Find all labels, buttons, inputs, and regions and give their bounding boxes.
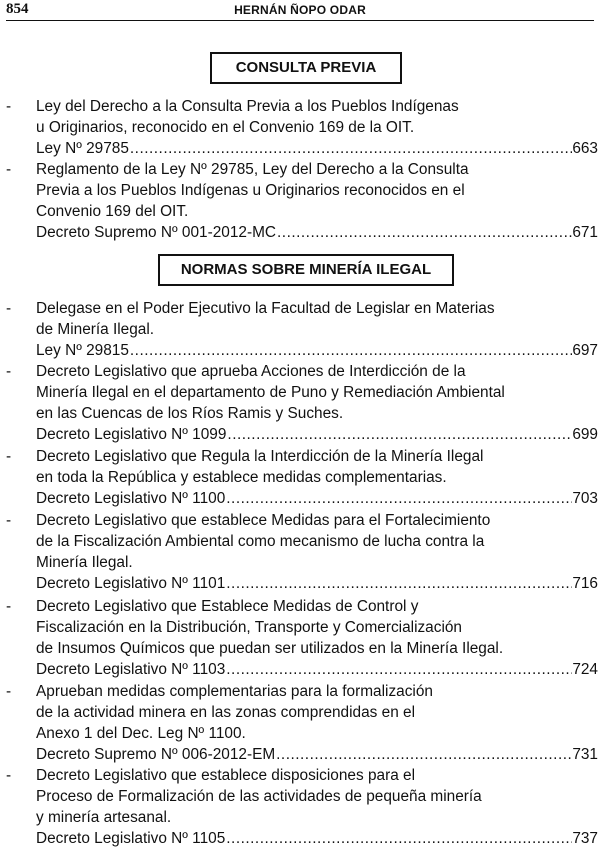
dot-leader	[276, 222, 572, 243]
dot-leader	[129, 138, 572, 159]
entry-description: Minería Ilegal.	[36, 554, 133, 571]
entry-description: Convenio 169 del OIT.	[36, 203, 189, 220]
entry-page-number: 724	[572, 661, 598, 678]
entry-citation: Decreto Supremo Nº 006-2012-EM	[36, 746, 276, 763]
dot-leader	[225, 488, 572, 509]
dot-leader	[129, 340, 572, 361]
entry-description: Decreto Legislativo que establece Medidas para el Fortalecimiento	[36, 512, 491, 529]
entry-description: Fiscalización en la Distribución, Transporte y Comercialización	[36, 619, 462, 636]
dot-leader	[225, 828, 572, 849]
page-number: 854	[6, 1, 29, 17]
entry-description: Delegase en el Poder Ejecutivo la Facultad de Legislar en Materias	[36, 300, 495, 317]
entry-citation: Decreto Legislativo Nº 1099	[36, 426, 227, 443]
entry-page-number: 663	[572, 140, 598, 157]
entry-citation: Ley Nº 29785	[36, 140, 129, 157]
dot-leader	[225, 573, 572, 594]
entry-description: u Originarios, reconocido en el Convenio 169 de la OIT.	[36, 119, 415, 136]
entry-page-number: 699	[572, 426, 598, 443]
entry-description: Previa a los Pueblos Indígenas u Originarios reconocidos en el	[36, 182, 465, 199]
entry-citation: Ley Nº 29815	[36, 342, 129, 359]
toc-entry: - Decreto Legislativo que aprueba Acciones de Interdicción de la Minería Ilegal en el departamento de Puno y Remediación Ambiental en las Cuencas de los Ríos Ramis y Suches. Decreto Legislativo Nº 1099 ..... 699	[6, 361, 598, 445]
entry-page-number: 731	[572, 746, 598, 763]
entry-description: Decreto Legislativo que Regula la Interdicción de la Minería Ilegal	[36, 448, 484, 465]
entry-description: de la Fiscalización Ambiental como mecanismo de lucha contra la	[36, 533, 485, 550]
section-title-consulta-previa: CONSULTA PREVIA	[210, 52, 402, 84]
entry-page-number: 697	[572, 342, 598, 359]
dot-leader	[275, 744, 572, 765]
entry-description: Decreto Legislativo que establece disposiciones para el	[36, 767, 416, 784]
entry-citation: Decreto Legislativo Nº 1103	[36, 661, 226, 678]
entry-description: Decreto Legislativo que aprueba Acciones de Interdicción de la	[36, 363, 466, 380]
dot-leader	[225, 659, 572, 680]
entry-description: en toda la República y establece medidas complementarias.	[36, 469, 447, 486]
toc-entry: - Ley del Derecho a la Consulta Previa a los Pueblos Indígenas u Originarios, reconocido en el Convenio 169 de la OIT. Ley Nº 29785 ..... 663	[6, 96, 598, 159]
entry-citation: Decreto Legislativo Nº 1100	[36, 490, 226, 507]
entry-description: y minería artesanal.	[36, 809, 172, 826]
entry-page-number: 716	[572, 575, 598, 592]
entry-description: en las Cuencas de los Ríos Ramis y Suches.	[36, 405, 344, 422]
entry-description: Decreto Legislativo que Establece Medidas de Control y	[36, 598, 419, 615]
entry-description: Minería Ilegal en el departamento de Puno y Remediación Ambiental	[36, 384, 505, 401]
entry-citation: Decreto Supremo Nº 001-2012-MC	[36, 224, 277, 241]
entry-description: de Insumos Químicos que puedan ser utilizados en la Minería Ilegal.	[36, 640, 504, 657]
toc-entry: - Decreto Legislativo que establece disposiciones para el Proceso de Formalización de las actividades de pequeña minería y minería artesanal. Decreto Legislativo Nº 1105 ..... 737	[6, 765, 598, 849]
entry-description: de Minería Ilegal.	[36, 321, 155, 338]
toc-entry: - Decreto Legislativo que Establece Medidas de Control y Fiscalización en la Distribución, Transporte y Comercialización de Insumos Químicos que puedan ser utilizados en la Minería Ilegal. Decreto Legislativo Nº 1103 ..... 724	[6, 596, 598, 680]
running-title: HERNÁN ÑOPO ODAR	[234, 3, 366, 17]
entry-citation: Decreto Legislativo Nº 1101	[36, 575, 226, 592]
dot-leader	[226, 424, 572, 445]
entry-citation: Decreto Legislativo Nº 1105	[36, 830, 226, 847]
toc-entry: - Decreto Legislativo que Regula la Interdicción de la Minería Ilegal en toda la República y establece medidas complementarias. Decreto Legislativo Nº 1100 ..... 703	[6, 446, 598, 509]
entry-page-number: 737	[572, 830, 598, 847]
toc-entry: - Reglamento de la Ley Nº 29785, Ley del Derecho a la Consulta Previa a los Pueblos Indígenas u Originarios reconocidos en el Convenio 169 del OIT. Decreto Supremo Nº 001-2012-MC ..... 671	[6, 159, 598, 243]
entry-description: Ley del Derecho a la Consulta Previa a los Pueblos Indígenas	[36, 98, 459, 115]
toc-entry: - Decreto Legislativo que establece Medidas para el Fortalecimiento de la Fiscalización Ambiental como mecanismo de lucha contra la Minería Ilegal. Decreto Legislativo Nº 1101 ..... 716	[6, 510, 598, 594]
toc-entry: - Aprueban medidas complementarias para la formalización de la actividad minera en las zonas comprendidas en el Anexo 1 del Dec. Leg Nº 1100. Decreto Supremo Nº 006-2012-EM ..... 731	[6, 681, 598, 765]
entry-description: Proceso de Formalización de las actividades de pequeña minería	[36, 788, 482, 805]
section-title-mineria-ilegal: NORMAS SOBRE MINERÍA ILEGAL	[158, 254, 454, 286]
entry-description: de la actividad minera en las zonas comprendidas en el	[36, 704, 416, 721]
entry-page-number: 671	[572, 224, 598, 241]
entry-description: Anexo 1 del Dec. Leg Nº 1100.	[36, 725, 246, 742]
entry-description: Aprueban medidas complementarias para la formalización	[36, 683, 433, 700]
toc-entry: - Delegase en el Poder Ejecutivo la Facultad de Legislar en Materias de Minería Ilegal. Ley Nº 29815 ..... 697	[6, 298, 598, 361]
entry-description: Reglamento de la Ley Nº 29785, Ley del Derecho a la Consulta	[36, 161, 469, 178]
entry-page-number: 703	[572, 490, 598, 507]
page-header	[6, 0, 594, 21]
